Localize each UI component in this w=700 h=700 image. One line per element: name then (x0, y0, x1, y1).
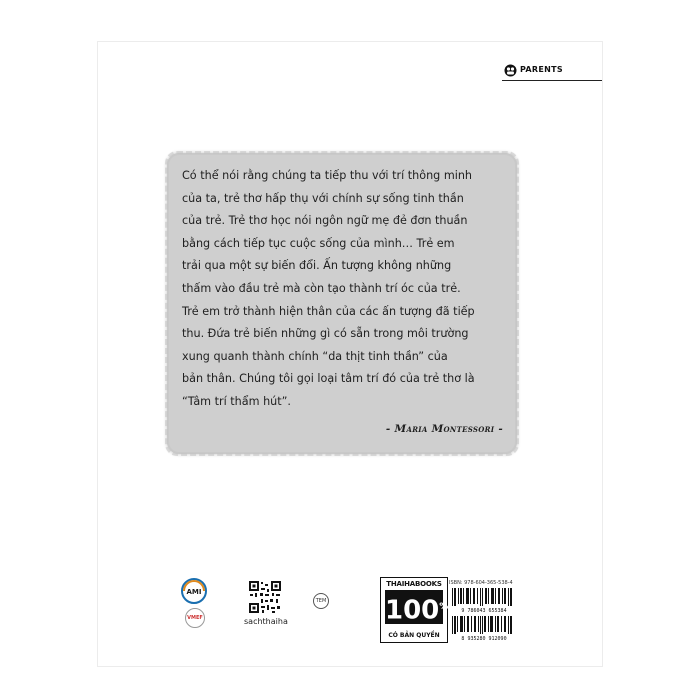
series-label: PARENTS (520, 65, 563, 74)
vmef-logo: VMEF (185, 608, 205, 628)
series-header (502, 64, 602, 81)
quote-line: “Tâm trí thẩm hút”. (182, 394, 291, 408)
barcode1-digits: 9 786043 655384 (461, 608, 507, 614)
publisher-brand: THAIHABOOKS (386, 580, 442, 588)
copyright-percent (385, 590, 449, 626)
barcode-icon (449, 588, 519, 642)
quote-line: của ta, trẻ thơ hấp thụ với chính sự sống tinh thần (182, 191, 464, 205)
quote-text (182, 165, 504, 414)
quote-line: thu. Đứa trẻ biến những gì có sẵn trong môi trường (182, 327, 469, 341)
quote-line: bản thân. Chúng tôi gọi loại tâm trí đó của trẻ thơ là (182, 372, 475, 386)
copyright-number: 100 (385, 595, 440, 626)
ami-label: AMI (186, 588, 202, 596)
qr-code-icon[interactable] (248, 580, 282, 614)
quote-line: Trẻ em trở thành hiện thân của các ấn tượng đã tiếp (182, 304, 475, 318)
parents-logo-icon (504, 64, 517, 77)
tem-stamp: TEM (313, 593, 329, 609)
copyright-badge (380, 577, 448, 643)
qr-label: sachthaiha (244, 617, 288, 626)
barcode2-digits: 8 935280 912090 (461, 636, 507, 642)
book-back-cover (98, 42, 602, 666)
quote-box (169, 155, 515, 452)
isbn-text: ISBN: 978-604-365-538-4 (449, 580, 513, 586)
quote-line: bằng cách tiếp tục cuộc sống của mình… Trẻ em (182, 236, 455, 250)
percent-sign: % (439, 602, 449, 612)
quote-line: Có thể nói rằng chúng ta tiếp thu với trí thông minh (182, 169, 473, 182)
quote-line: của trẻ. Trẻ thơ học nói ngôn ngữ mẹ đẻ đơn thuần (182, 214, 468, 228)
quote-line: trải qua một sự biến đổi. Ấn tượng không những (182, 259, 452, 273)
ami-logo-icon (181, 578, 207, 604)
quote-line: xung quanh thành chính “da thịt tinh thần” của (182, 349, 448, 363)
quote-line: thấm vào đầu trẻ mà còn tạo thành trí óc của trẻ. (182, 281, 461, 295)
quote-author: - Maria Montessori - (385, 423, 503, 435)
copyright-text: CÓ BẢN QUYỀN (388, 632, 440, 639)
